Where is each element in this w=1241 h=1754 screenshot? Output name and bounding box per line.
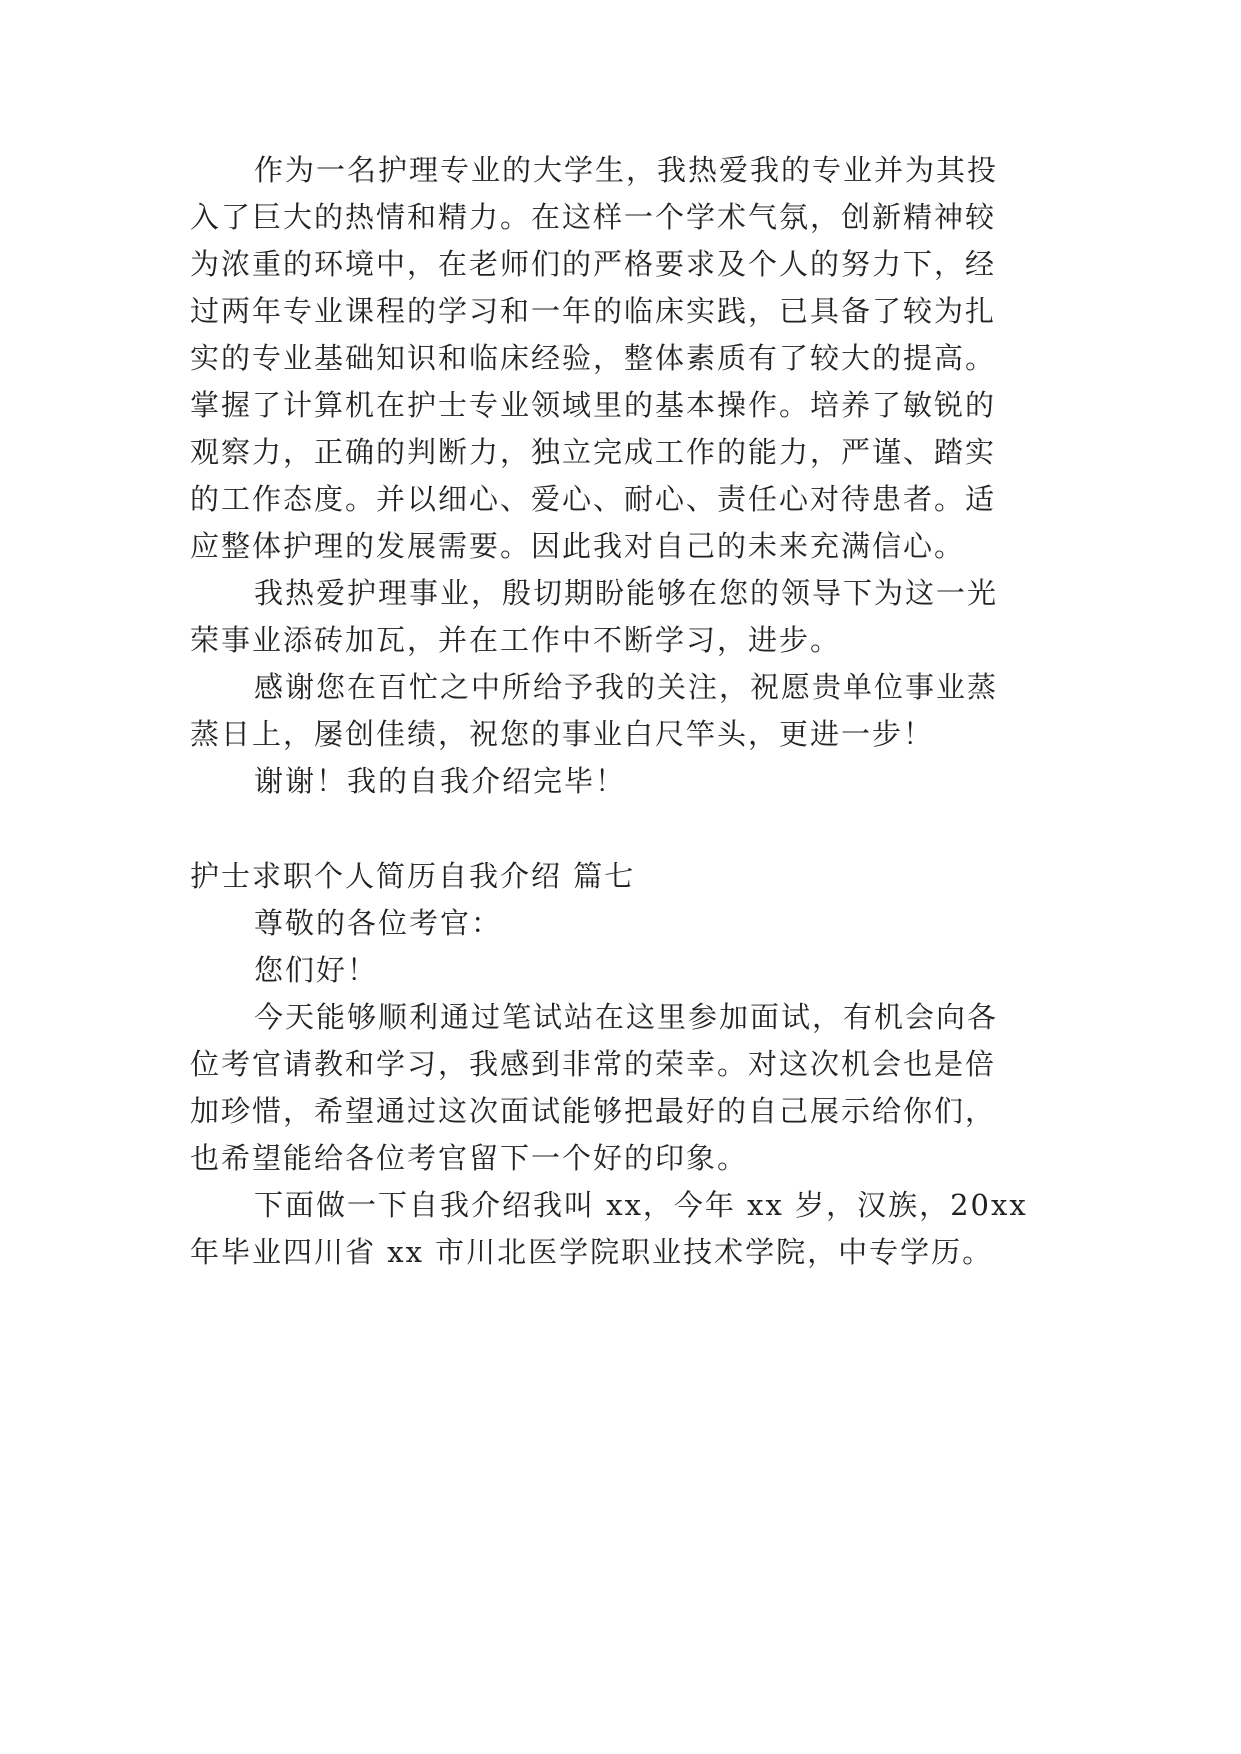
paragraph-line: 的工作态度。并以细心、爱心、耐心、责任心对待患者。适 xyxy=(190,482,997,516)
section-heading: 护士求职个人简历自我介绍 篇七 xyxy=(190,859,636,893)
salutation: 尊敬的各位考官： xyxy=(254,906,503,940)
paragraph-line: 也希望能给各位考官留下一个好的印象。 xyxy=(190,1141,749,1175)
paragraph-line: 实的专业基础知识和临床经验，整体素质有了较大的提高。 xyxy=(190,341,997,375)
paragraph-line: 谢谢！我的自我介绍完毕！ xyxy=(254,764,627,798)
paragraph-line: 位考官请教和学习，我感到非常的荣幸。对这次机会也是倍 xyxy=(190,1047,997,1081)
paragraph-line: 掌握了计算机在护士专业领域里的基本操作。培养了敏锐的 xyxy=(190,388,997,422)
paragraph-line: 今天能够顺利通过笔试站在这里参加面试，有机会向各 xyxy=(254,1000,999,1034)
paragraph-line: 观察力，正确的判断力，独立完成工作的能力，严谨、踏实 xyxy=(190,435,997,469)
paragraph-line: 蒸日上，屡创佳绩，祝您的事业白尺竿头，更进一步！ xyxy=(190,717,935,751)
paragraph-line: 荣事业添砖加瓦，并在工作中不断学习，进步。 xyxy=(190,623,842,657)
paragraph-line: 感谢您在百忙之中所给予我的关注，祝愿贵单位事业蒸 xyxy=(254,670,999,704)
paragraph-line: 作为一名护理专业的大学生，我热爱我的专业并为其投 xyxy=(254,153,999,187)
greeting: 您们好！ xyxy=(254,953,379,987)
paragraph-line: 为浓重的环境中，在老师们的严格要求及个人的努力下，经 xyxy=(190,247,997,281)
paragraph-line: 入了巨大的热情和精力。在这样一个学术气氛，创新精神较 xyxy=(190,200,997,234)
paragraph-line: 应整体护理的发展需要。因此我对自己的未来充满信心。 xyxy=(190,529,966,563)
paragraph-line: 年毕业四川省 xx 市川北医学院职业技术学院，中专学历。 xyxy=(190,1235,994,1269)
paragraph-line: 我热爱护理事业，殷切期盼能够在您的领导下为这一光 xyxy=(254,576,999,610)
paragraph-line: 下面做一下自我介绍我叫 xx，今年 xx 岁，汉族，20xx xyxy=(254,1188,1028,1222)
paragraph-line: 加珍惜，希望通过这次面试能够把最好的自己展示给你们， xyxy=(190,1094,997,1128)
paragraph-line: 过两年专业课程的学习和一年的临床实践，已具备了较为扎 xyxy=(190,294,997,328)
